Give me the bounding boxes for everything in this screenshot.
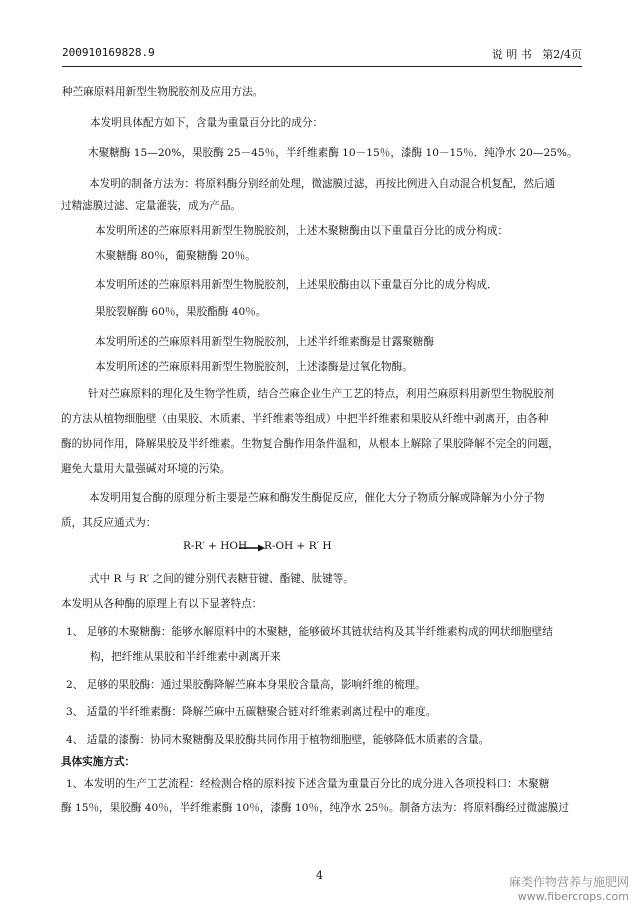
text-line: 本发明的制备方法为：将原料酶分别经前处理，微滤膜过滤，再按比例进入自动混合机复配，然后通: [89, 178, 556, 190]
text-line: 木聚糖酶 80％，葡聚糖酶 20％。: [95, 250, 256, 262]
reaction-arrow-icon: [239, 544, 265, 552]
text-line: 本发明所述的苎麻原料用新型生物脱胶剂，上述果胶酶由以下重量百分比的成分构成．: [95, 279, 498, 291]
text-line: 针对苎麻原料的理化及生物学性质，结合苎麻企业生产工艺的特点，利用苎麻原料用新型生物脱胶剂: [88, 388, 555, 400]
text-line: 3、 适量的半纤维素酶：降解苎麻中五碳糖聚合链对纤维素剥离过程中的难度。: [66, 706, 437, 718]
text-line: 本发明所述的苎麻原料用新型生物脱胶剂，上述半纤维素酶是甘露聚糖酶: [95, 336, 434, 348]
text-line: 构，把纤维从果胶和半纤维素中剥离开来: [90, 651, 281, 663]
text-line: 1、本发明的生产工艺流程：经检测合格的原料按下述含量为重量百分比的成分进入各项投料口：木聚糖: [66, 778, 550, 790]
doc-type-and-page: [492, 46, 582, 62]
watermark-title: 麻类作物营养与施肥网: [508, 875, 629, 889]
page-header: [62, 46, 582, 60]
text-line: 种苎麻原料用新型生物脱胶剂及应用方法。: [62, 86, 264, 98]
text-line: 本发明所述的苎麻原料用新型生物脱胶剂，上述漆酶是过氧化物酶。: [95, 361, 413, 373]
page-info: 第2/4页: [542, 48, 582, 61]
patent-number: 200910169828.9: [62, 46, 155, 59]
text-line: 本发明具体配方如下，含量为重量百分比的成分：: [90, 117, 324, 129]
text-line: 的方法从植物细胞壁（由果胶、木质素、半纤维素等组成）中把半纤维素和果胶从纤维中剥离开，由各种: [61, 413, 549, 425]
text-line: 1、 足够的木聚糖酶：能够水解原料中的木聚糖，能够破坏其链状结构及其半纤维素构成的网状细胞壁结: [66, 626, 553, 638]
text-line: 酶的协同作用，降解果胶及半纤维素。生物复合酶作用条件温和，从根本上解除了果胶降解不完全的问题，: [61, 438, 559, 450]
text-line: 本发明所述的苎麻原料用新型生物脱胶剂，上述木聚糖酶由以下重量百分比的成分构成：: [95, 225, 509, 237]
text-line: 酶 15％，果胶酶 40％，半纤维素酶 10％，漆酶 10％，纯净水 25％。制备方法为：将原料酶经过微滤膜过: [61, 802, 569, 814]
text-line: 果胶裂解酶 60％，果胶酯酶 40％。: [95, 306, 267, 318]
text-line: 本发明用复合酶的原理分析主要是苎麻和酶发生酶促反应，催化大分子物质分解或降解为小分子物: [89, 492, 545, 504]
formula-left: R-R′ + HOH: [183, 540, 248, 552]
formula-right: R-OH + R′ H: [264, 540, 332, 552]
text-line: 4、 适量的漆酶：协同木聚糖酶及果胶酶共同作用于植物细胞壁，能够降低木质素的含量。: [66, 734, 490, 746]
watermark-url: www.fibercrops.com: [517, 890, 629, 903]
section-heading: 具体实施方式：: [61, 756, 136, 768]
page-number: 4: [316, 869, 323, 882]
text-line: 本发明从各种酶的原理上有以下显著特点：: [61, 598, 263, 610]
text-line: 避免大量用大量强碱对环境的污染。: [61, 463, 231, 475]
reaction-formula: [183, 540, 383, 556]
header-rule: [62, 66, 582, 67]
doc-type: 说 明 书: [491, 48, 532, 61]
text-line: 质，其反应通式为：: [61, 517, 157, 529]
text-line: 木聚糖酶 15—20%，果胶酶 25－45％，半纤维素酶 10－15％，漆酶 10－15％．纯净水 20—25%。: [88, 147, 578, 159]
text-line: 2、 足够的果胶酶：通过果胶酶降解苎麻本身果胶含量高，影响纤维的梳理。: [66, 679, 426, 691]
text-line: 过精滤膜过滤、定量灌装，成为产品。: [61, 200, 242, 212]
text-line: 式中 R 与 R′ 之间的键分别代表糖苷键、酯键、肽键等。: [89, 573, 354, 585]
watermark: [509, 875, 629, 903]
